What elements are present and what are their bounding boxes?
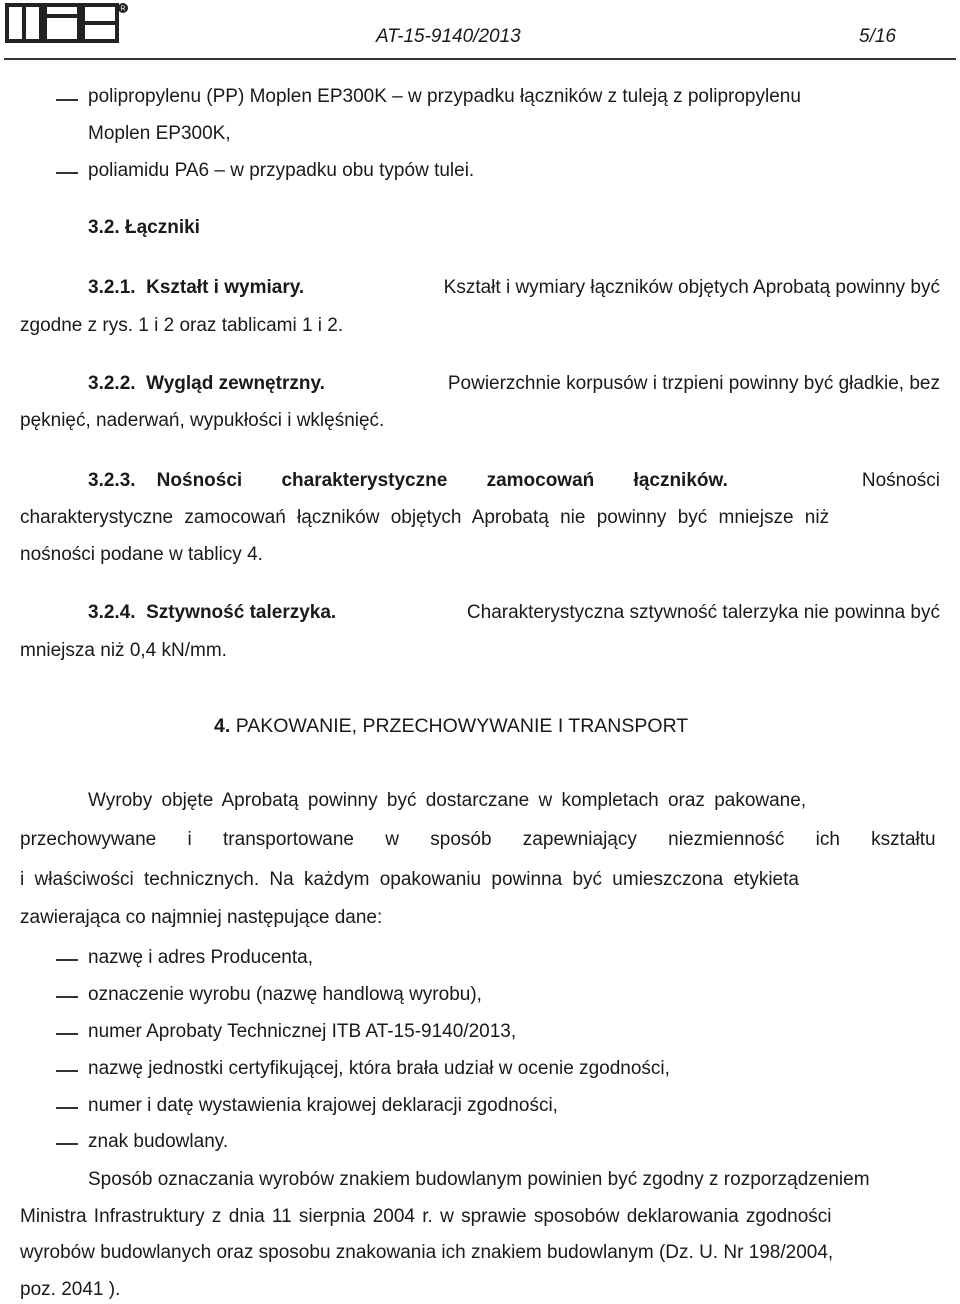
subsection-title: Wygląd zewnętrzny. <box>146 373 325 394</box>
subsection-number: 3.2.3. <box>88 470 136 491</box>
header-divider <box>4 58 956 60</box>
svg-text:R: R <box>120 5 126 13</box>
paragraph-line: 3.2.3. Nośności charakterystyczne zamocowań łączników. Nośności <box>88 470 940 491</box>
paragraph-line: przechowywane i transportowane w sposób zapewniający niezmienność ich kształtu <box>20 829 936 850</box>
page-number: 5/16 <box>859 26 896 47</box>
list-dash <box>56 959 78 961</box>
list-dash <box>56 172 78 174</box>
paragraph-line: zgodne z rys. 1 i 2 oraz tablicami 1 i 2. <box>20 315 344 336</box>
list-item: oznaczenie wyrobu (nazwę handlową wyrobu), <box>88 984 482 1005</box>
list-dash <box>56 996 78 998</box>
subsection-number: 3.2.4. <box>88 602 136 623</box>
section-title: 4. PAKOWANIE, PRZECHOWYWANIE I TRANSPORT <box>214 715 689 737</box>
paragraph-line: i właściwości technicznych. Na każdym opakowaniu powinna być umieszczona etykieta <box>20 869 799 890</box>
list-dash <box>56 99 78 101</box>
list-dash <box>56 1107 78 1109</box>
list-dash <box>56 1033 78 1035</box>
paragraph-line: Sposób oznaczania wyrobów znakiem budowlanym powinien być zgodny z rozporządzeniem <box>88 1169 870 1190</box>
subsection-title: Nośności charakterystyczne zamocowań łączników. <box>156 470 728 491</box>
list-item: nazwę jednostki certyfikującej, która brała udział w ocenie zgodności, <box>88 1058 670 1079</box>
paragraph-line: wyrobów budowlanych oraz sposobu znakowania ich znakiem budowlanym (Dz. U. Nr 198/2004, <box>20 1242 834 1263</box>
section-heading: 3.2. Łączniki <box>88 217 200 238</box>
list-item-continuation: Moplen EP300K, <box>88 123 231 144</box>
paragraph-line: poz. 2041 ). <box>20 1279 121 1300</box>
paragraph-line: nośności podane w tablicy 4. <box>20 544 263 565</box>
subsection-title: Sztywność talerzyka. <box>146 602 337 623</box>
paragraph-line: mniejsza niż 0,4 kN/mm. <box>20 640 227 661</box>
subsection-number: 3.2.1. <box>88 277 136 298</box>
list-item: nazwę i adres Producenta, <box>88 947 313 968</box>
list-item: polipropylenu (PP) Moplen EP300K – w przypadku łączników z tuleją z polipropylenu <box>88 86 801 107</box>
list-dash <box>56 1143 78 1145</box>
document-id: AT-15-9140/2013 <box>376 26 521 47</box>
paragraph-line: 3.2.1. Kształt i wymiary. Kształt i wymiary łączników objętych Aprobatą powinny być <box>88 277 940 298</box>
itb-logo <box>4 2 130 44</box>
paragraph-line: Ministra Infrastruktury z dnia 11 sierpnia 2004 r. w sprawie sposobów deklarowania zgodności <box>20 1206 832 1227</box>
paragraph-line: pęknięć, naderwań, wypukłości i wklęśnięć. <box>20 410 385 431</box>
paragraph-line: 3.2.4. Sztywność talerzyka. Charakterystyczna sztywność talerzyka nie powinna być <box>88 602 940 623</box>
list-item: poliamidu PA6 – w przypadku obu typów tulei. <box>88 160 475 181</box>
subsection-number: 3.2.2. <box>88 373 136 394</box>
paragraph-line: 3.2.2. Wygląd zewnętrzny. Powierzchnie korpusów i trzpieni powinny być gładkie, bez <box>88 373 940 394</box>
paragraph-line: charakterystyczne zamocowań łączników objętych Aprobatą nie powinny być mniejsze niż <box>20 507 830 528</box>
list-item: znak budowlany. <box>88 1131 229 1152</box>
paragraph-line: zawierająca co najmniej następujące dane: <box>20 907 383 928</box>
list-item: numer Aprobaty Technicznej ITB AT-15-9140/2013, <box>88 1021 517 1042</box>
list-dash <box>56 1070 78 1072</box>
paragraph-line: Wyroby objęte Aprobatą powinny być dostarczane w kompletach oraz pakowane, <box>88 790 807 811</box>
list-item: numer i datę wystawienia krajowej deklaracji zgodności, <box>88 1095 558 1116</box>
subsection-title: Kształt i wymiary. <box>146 277 305 298</box>
